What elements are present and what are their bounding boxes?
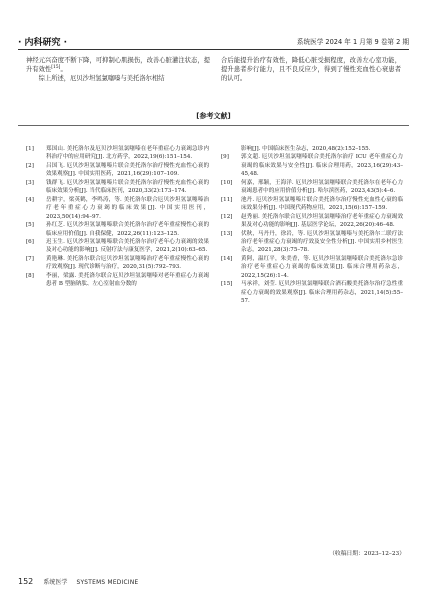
body-text-end: 。 [60, 66, 67, 74]
reference-item [221, 179, 403, 196]
reference-list-left [26, 145, 209, 289]
received-date: （收稿日期：2023–12–23） [329, 551, 405, 557]
reference-text: 何嘉，邢颖，王海洋. 厄贝沙坦氢氯噻嗪联合美托洛尔在老年心力衰竭患者中的应用价值分析[J]. 哈尔滨医药，2023,43(5):4–6. [241, 179, 403, 195]
reference-text: 吕国飞. 厄贝沙坦氢氯噻嗪片联合美托洛尔治疗慢性充血性心衰的效果观察[J]. 中国实用医药，2021,16(29):107–109. [46, 162, 209, 178]
reference-item [221, 213, 403, 230]
reference-number: [4] [26, 196, 34, 203]
reference-number: [15] [221, 281, 233, 288]
reference-text: 岳耕宇，梁英鹤，李鸣涛，等. 美托洛尔联合厄贝沙坦氢氯噻嗪治疗老年重症心力衰竭的临床效果[J]. 中国实用医刊，2023,50(14):94–97. [46, 196, 209, 220]
reference-number: [12] [221, 213, 233, 220]
reference-text: 影响[J]. 中国临床医生杂志，2020,48(2):152–155. [241, 146, 371, 152]
footer-journal-name-en: SYSTEMS MEDICINE [76, 580, 139, 586]
reference-text: 池丹. 厄贝沙坦氢氯噻嗪片联合美托洛尔治疗慢性充血性心衰的临床效果分析[J]. 中国现代药物应用，2021,15(6):157–159. [241, 196, 403, 212]
reference-number: [7] [26, 255, 34, 262]
reference-item [221, 153, 403, 178]
reference-text: 马承祥，刘莹. 厄贝沙坦氢氯噻嗪联合酒石酸美托洛尔治疗急性重症心力衰竭的效果观察[J]. 临床合理用药杂志，2021,14(5):55–57. [241, 281, 403, 305]
reference-item-continued [221, 145, 403, 153]
reference-text: 郭文超. 厄贝沙坦氢氯噻嗪联合美托洛尔治疗 ICU 老年重症心力衰竭的临床效果与安全性[J]. 临床合理用药，2023,16(29):43–45,48. [241, 154, 403, 178]
reference-item [26, 145, 209, 162]
reference-item [26, 179, 209, 196]
reference-item [26, 196, 209, 221]
body-column-right [221, 56, 401, 84]
reference-number: [3] [26, 179, 34, 186]
body-paragraph [26, 56, 210, 74]
reference-item [221, 280, 403, 305]
body-text: 神经元兴奋度不断下降，可抑制心肌损伤，改善心脏灌注状态，提升有效性 [26, 57, 210, 74]
reference-text: 钱群飞. 厄贝沙坦氢氯噻嗪片联合美托洛尔治疗慢性充血性心衰的临床效果分析[J]. 当代临床医刊，2020,33(2):173–174. [46, 179, 209, 195]
footer-journal-name-cn: 系统医学 [43, 579, 68, 586]
journal-issue-info: 系统医学 2024 年 1 月第 9 卷第 2 期 [296, 38, 409, 46]
reference-item [221, 255, 403, 280]
reference-number: [6] [26, 238, 34, 245]
reference-text: 赵秀丽. 美托洛尔联合厄贝沙坦氢氯噻嗪治疗老年重症心力衰竭效果及对心功能的影响[J]. 基层医学论坛，2022,26(20):46–48. [241, 213, 403, 229]
reference-item [26, 255, 209, 272]
citation-marker: [15] [51, 65, 61, 71]
reference-item [221, 196, 403, 213]
reference-text: 伏秋，马丹丹，徐岩，等. 厄贝沙坦氢氯噻嗪与美托洛尔二联疗法治疗老年重症心力衰竭的疗效及安全性分析[J]. 中国实用乡村医生杂志，2021,28(3):75–78. [241, 230, 403, 254]
reference-number: [11] [221, 196, 233, 203]
body-column-left [26, 56, 210, 84]
reference-number: [10] [221, 179, 233, 186]
reference-number: [9] [221, 154, 229, 161]
reference-item [26, 221, 209, 238]
reference-item [221, 230, 403, 255]
reference-number: [5] [26, 222, 34, 229]
reference-number: [13] [221, 230, 233, 237]
header-divider [18, 49, 409, 50]
reference-text: 黄阿，温红平，朱美香，等. 厄贝沙坦氢氯噻嗪联合美托洛尔急诊治疗老年重症心力衰竭的临床效果[J]. 临床合理用药杂志，2022,15(26):1–4. [241, 255, 403, 279]
reference-number: [14] [221, 255, 233, 262]
reference-item [26, 272, 209, 289]
reference-number: [8] [26, 272, 34, 279]
references-divider [18, 125, 409, 126]
reference-text: 孙红芝. 厄贝沙坦氢氯噻嗪联合美托洛尔治疗老年重症慢性心衰的临床应用价值[J]. 自我保健，2022,26(11):123–125. [46, 222, 209, 237]
reference-text: 李丽，梁露. 美托洛尔联合厄贝沙坦氢氯噻嗪对老年重症心力衰竭患者 B 型脑钠肽、左心室射血分数的 [46, 272, 209, 288]
references-heading: [参考文献] [196, 112, 231, 120]
body-paragraph-continued: 合后能提升治疗有效性，降低心脏受损程度，改善左心室功能，提升患者步行能力，且不良反应少，得到了慢性充血性心衰患者的认可。 [221, 57, 401, 83]
reference-item [26, 162, 209, 179]
reference-text: 郑国山. 美托洛尔及厄贝沙坦氢氯噻嗪在老年重症心力衰竭急诊内科治疗中的应用研究[J]. 北方药学，2022,19(6):151–154. [46, 146, 209, 161]
reference-list-right [221, 145, 403, 306]
reference-number: [2] [26, 162, 34, 169]
reference-number: [1] [26, 146, 34, 152]
reference-text: 迟玉生. 厄贝沙坦氢氯噻嗪联合美托洛尔治疗老年心力衰竭的效果及对心功能的影响[J]. 反射疗法与康复医学，2021,2(10):63–65. [46, 238, 209, 254]
reference-text: 黄艳琳. 美托洛尔联合厄贝沙坦氢氯噻嗪治疗老年重症慢性心衰的疗效观察[J]. 现代诊断与治疗，2020,31(5):792–793. [46, 255, 209, 271]
reference-item [26, 238, 209, 255]
page-number: 152 [18, 577, 34, 586]
section-title: · 内科研究 · [18, 38, 68, 48]
page-footer [18, 569, 139, 588]
conclusion-paragraph: 综上所述，厄贝沙坦氢氯噻嗪与美托洛尔相结 [38, 75, 165, 83]
